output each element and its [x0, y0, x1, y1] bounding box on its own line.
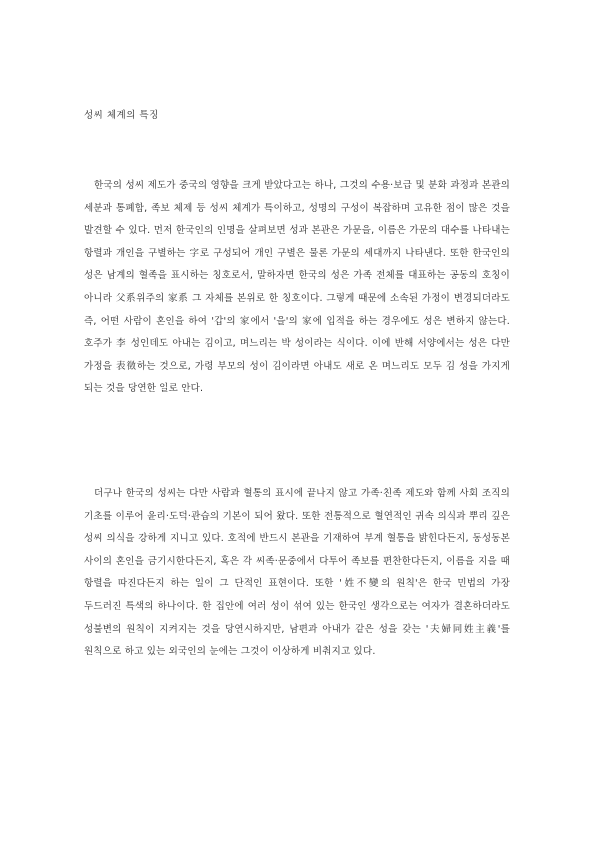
- paragraph-2: 더구나 한국의 성씨는 다만 사람과 혈통의 표시에 끝나지 않고 가족·친족 제도와 함께 사회 조직의 기초를 이루어 윤리·도덕·관습의 기본이 되어 왔다. 또한 전통적으로 혈연적인 귀속 의식과 뿌리 깊은 성씨 의식을 강하게 지니고 있다. 호적에 반드시 본관을 기재하여 부계 혈통을 밝힌다든지, 동성동본 사이의 혼인을 금기시한다든지, 혹은 각 씨족·문중에서 다투어 족보를 편찬한다든지, 이름을 지을 때 항렬을 따진다든지 하는 일이 그 단적인 표현이다. 또한 '姓不變의 원칙'은 한국 민법의 가장 두드러진 특색의 하나이다. 한 집안에 여러 성이 섞여 있는 한국인 생각으로는 여자가 결혼하더라도 성불변의 원칙이 지켜지는 것을 당연시하지만, 남편과 아내가 같은 성을 갖는 '夫婦同姓主義'를 원칙으로 하고 있는 외국인의 눈에는 그것이 이상하게 비춰지고 있다.: [84, 488, 510, 658]
- paragraph-1: 한국의 성씨 제도가 중국의 영향을 크게 받았다고는 하나, 그것의 수용·보급 및 분화 과정과 본관의 세분과 통폐합, 족보 체제 등 성씨 체계가 특이하고, 성명의 구성이 복잡하며 고유한 점이 많은 것을 발견할 수 있다. 먼저 한국인의 인명을 살펴보면 성과 본관은 가문을, 이름은 가문의 대수를 나타내는 항렬과 개인을 구별하는 字로 구성되어 개인 구별은 물론 가문의 세대까지 나타낸다. 또한 한국인의 성은 남계의 혈족을 표시하는 칭호로서, 말하자면 한국의 성은 가족 전체를 대표하는 공동의 호칭이 아니라 父系위주의 家系 그 자체를 본위로 한 칭호이다. 그렇게 때문에 소속된 가정이 변경되더라도 즉, 어떤 사람이 혼인을 하여 '갑'의 家에서 '을'의 家에 입적을 하는 경우에도 성은 변하지 않는다. 호주가 李 성인데도 아내는 김이고, 며느리는 박 성이라는 식이다. 이에 반해 서양에서는 성은 다만 가정을 表徵하는 것으로, 가령 부모의 성이 김이라면 아내도 새로 온 며느리도 모두 김 성을 가지게 되는 것을 당연한 일로 안다.: [84, 180, 510, 395]
- document-title: 성씨 체계의 특징: [84, 110, 159, 121]
